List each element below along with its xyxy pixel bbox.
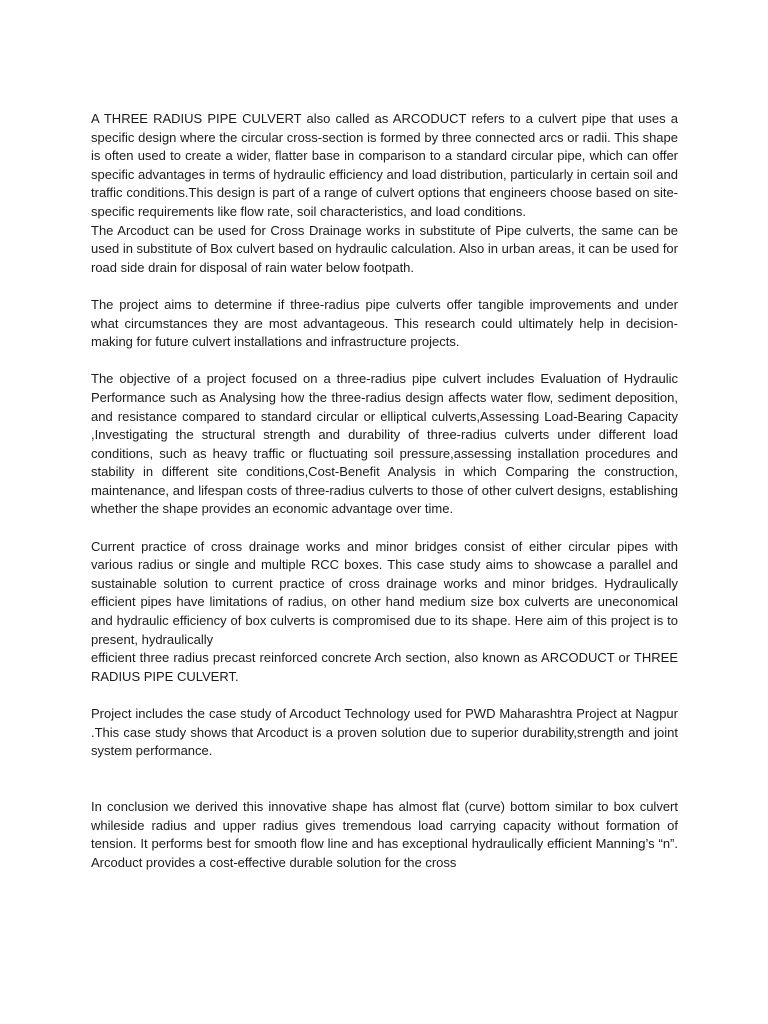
paragraph-case-study: Project includes the case study of Arcoduct Technology used for PWD Maharashtra Project at Nagpur .This case study shows that Arcoduct is a proven solution due to superior durability,strength and joint system performance. — [91, 706, 678, 759]
paragraph-introduction: A THREE RADIUS PIPE CULVERT also called as ARCODUCT refers to a culvert pipe that uses a specific design where the circular cross-section is formed by three connected arcs or radii. This shape is often used to create a wider, flatter base in comparison to a standard circular pipe, which can offer specific advantages in terms of hydraulic efficiency and load distribution, particularly in certain soil and traffic conditions.This design is part of a range of culvert options that engineers choose based on site-specific requirements like flow rate, soil characteristics, and load conditions. — [91, 111, 678, 219]
paragraph-project-aim: The project aims to determine if three-radius pipe culverts offer tangible improvements and under what circumstances they are most advantageous. This research could ultimately help in decision-making for future culvert installations and infrastructure projects. — [91, 296, 678, 350]
paragraph-spacer — [91, 761, 678, 798]
paragraph-current-practice: Current practice of cross drainage works and minor bridges consist of either circular pipes with various radius or single and multiple RCC boxes. This case study aims to showcase a parallel and sustainable solution to current practice of cross drainage works and minor bridges. Hydraulically efficient pipes have limitations of radius, on other hand medium size box culverts are uneconomical and hydraulic efficiency of box culverts is compromised due to its shape. Here aim of this project is to present, hydraulically efficient three radius precast reinforced concrete Arch section, also known as ARCODUCT or THREE RADIUS PIPE CULVERT. — [91, 538, 678, 684]
paragraph-usage: The Arcoduct can be used for Cross Drainage works in substitute of Pipe culverts, the same can be used in substitute of Box culvert based on hydraulic calculation. Also in urban areas, it can be used for road side drain for disposal of rain water below footpath. — [91, 222, 678, 275]
paragraph-conclusion: In conclusion we derived this innovative shape has almost flat (curve) bottom similar to box culvert whileside radius and upper radius gives tremendous load carrying capacity without formation of tension. It performs best for smooth flow line and has exceptional hydraulically efficient Manning’s “n”. Arcoduct provides a cost-effective durable solution for the cross — [91, 798, 678, 870]
paragraph-spacer — [91, 519, 678, 538]
paragraph-spacer — [91, 352, 678, 371]
paragraph-objective: The objective of a project focused on a three-radius pipe culvert includes Evaluation of Hydraulic Performance such as Analysing how the three-radius design affects water flow, sediment deposition, and resistance compared to standard circular or elliptical culverts,Assessing Load-Bearing Capacity ,Investigating the structural strength and durability of three-radius culverts under different load conditions, such as heavy traffic or fluctuating soil pressure,assessing installation procedures and stability in different site conditions,Cost-Benefit Analysis in which Comparing the construction, maintenance, and lifespan costs of three-radius culverts to those of other culvert designs, establishing whether the shape provides an economic advantage over time. — [91, 371, 678, 517]
paragraph-spacer — [91, 277, 678, 296]
paragraph-spacer — [91, 686, 678, 705]
document-page — [91, 110, 678, 872]
